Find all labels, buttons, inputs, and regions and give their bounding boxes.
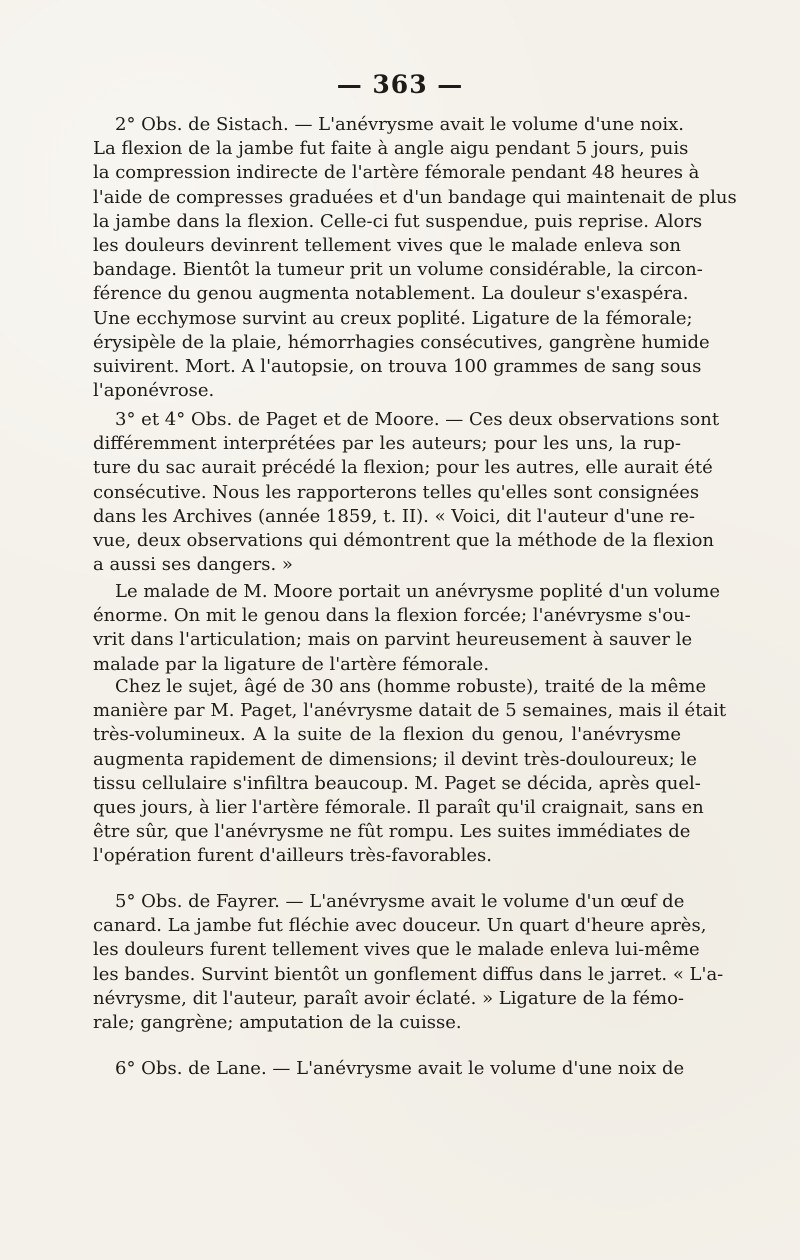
paragraph-line: Chez le sujet, âgé de 30 ans (homme robuste), traité de la même bbox=[115, 676, 707, 697]
paragraph-line: La flexion de la jambe fut faite à angle aigu pendant 5 jours, puis bbox=[93, 138, 689, 160]
paragraph-line: 3° et 4° Obs. de Paget et de Moore. — Ces deux observations sont bbox=[115, 409, 720, 430]
paragraph-line: l'aide de compresses graduées et d'un bandage qui maintenait de plus bbox=[93, 186, 737, 208]
paragraph-line: manière par M. Paget, l'anévrysme datait de 5 semaines, mais il était bbox=[93, 700, 727, 722]
paragraph-line: l'opération furent d'ailleurs très-favorables. bbox=[93, 845, 492, 867]
paragraph-lane bbox=[93, 1057, 685, 1081]
paragraph-paget-case bbox=[93, 675, 727, 869]
paragraph-line: ture du sac aurait précédé la flexion; pour les autres, elle aurait été bbox=[93, 457, 713, 479]
paragraph-line: 6° Obs. de Lane. — L'anévrysme avait le volume d'une noix de bbox=[115, 1058, 685, 1079]
paragraph-line: augmenta rapidement de dimensions; il devint très-douloureux; le bbox=[93, 748, 697, 770]
paragraph-line: être sûr, que l'anévrysme ne fût rompu. Les suites immédiates de bbox=[93, 821, 691, 843]
paragraph-line: différemment interprétées par les auteurs; pour les uns, la rup- bbox=[93, 433, 681, 455]
paragraph-line: a aussi ses dangers. » bbox=[93, 554, 293, 576]
paragraph-line: rale; gangrène; amputation de la cuisse. bbox=[93, 1012, 462, 1034]
paragraph-line: la compression indirecte de l'artère fémorale pendant 48 heures à bbox=[93, 162, 700, 184]
paragraph-line: 2° Obs. de Sistach. — L'anévrysme avait le volume d'une noix. bbox=[115, 114, 685, 135]
paragraph-fayrer bbox=[93, 890, 724, 1035]
page-number: — 363 — bbox=[336, 70, 464, 99]
paragraph-line: les douleurs furent tellement vives que le malade enleva lui-même bbox=[93, 939, 700, 961]
paragraph-moore-case bbox=[93, 580, 720, 677]
paragraph-line: suivirent. Mort. A l'autopsie, on trouva 100 grammes de sang sous bbox=[93, 356, 702, 378]
paragraph-line: canard. La jambe fut fléchie avec douceur. Un quart d'heure après, bbox=[93, 915, 707, 937]
paragraph-line: énorme. On mit le genou dans la flexion forcée; l'anévrysme s'ou- bbox=[93, 605, 691, 627]
paragraph-line: vrit dans l'articulation; mais on parvint heureusement à sauver le bbox=[93, 629, 693, 651]
paragraph-line: bandage. Bientôt la tumeur prit un volume considérable, la circon- bbox=[93, 259, 703, 281]
paragraph-line: férence du genou augmenta notablement. La douleur s'exaspéra. bbox=[93, 283, 689, 305]
paragraph-line: les bandes. Survint bientôt un gonflement diffus dans le jarret. « L'a- bbox=[93, 963, 724, 985]
paragraph-paget-moore bbox=[93, 408, 720, 577]
paragraph-line: Le malade de M. Moore portait un anévrysme poplité d'un volume bbox=[115, 581, 720, 602]
paragraph-line: Une ecchymose survint au creux poplité. Ligature de la fémorale; bbox=[93, 307, 693, 329]
paragraph-line: dans les Archives (année 1859, t. II). « Voici, dit l'auteur d'une re- bbox=[93, 505, 695, 527]
paragraph-line: les douleurs devinrent tellement vives que le malade enleva son bbox=[93, 235, 681, 257]
paragraph-line: la jambe dans la flexion. Celle-ci fut suspendue, puis reprise. Alors bbox=[93, 210, 703, 232]
paragraph-line: l'aponévrose. bbox=[93, 380, 215, 402]
paragraph-line: très-volumineux. A la suite de la flexion du genou, l'anévrysme bbox=[93, 724, 681, 746]
paragraph-line: malade par la ligature de l'artère fémorale. bbox=[93, 653, 490, 675]
paragraph-line: 5° Obs. de Fayrer. — L'anévrysme avait le volume d'un œuf de bbox=[115, 891, 685, 912]
paragraph-sistach bbox=[93, 113, 737, 403]
paragraph-line: névrysme, dit l'auteur, paraît avoir éclaté. » Ligature de la fémo- bbox=[93, 987, 684, 1009]
paragraph-line: vue, deux observations qui démontrent que la méthode de la flexion bbox=[93, 530, 715, 552]
paragraph-line: ques jours, à lier l'artère fémorale. Il paraît qu'il craignait, sans en bbox=[93, 797, 704, 819]
paragraph-line: tissu cellulaire s'infiltra beaucoup. M. Paget se décida, après quel- bbox=[93, 772, 701, 794]
paragraph-line: consécutive. Nous les rapporterons telles qu'elles sont consignées bbox=[93, 481, 700, 503]
paragraph-line: érysipèle de la plaie, hémorrhagies consécutives, gangrène humide bbox=[93, 331, 710, 353]
